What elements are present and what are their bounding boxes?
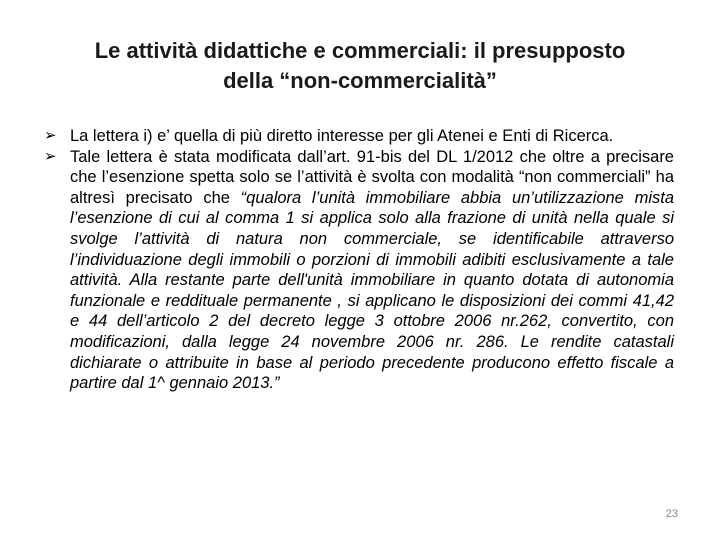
bullet-2-text: Tale lettera è stata modificata dall’art. 91-bis del DL 1/2012 che oltre a precisare che l’esenzione spetta solo se l’attività è svolta con modalità “non commerciali” ha altresì precisato che (70, 147, 674, 207)
bullet-list (44, 126, 674, 394)
slide-title (40, 36, 680, 96)
arrow-bullet-icon: ➢ (44, 147, 57, 165)
bullet-item-2 (44, 147, 674, 394)
slide-title-line-2: della “non-commercialità” (223, 68, 497, 93)
slide-title-line-1: Le attività didattiche e commerciali: il presupposto (94, 38, 626, 63)
page-number: 23 (665, 508, 678, 520)
arrow-bullet-icon: ➢ (44, 127, 57, 144)
bullet-1-text: La lettera i) e’ quella di più diretto interesse per gli Atenei e Enti di Ricerca. (70, 127, 614, 145)
bullet-item-1 (44, 126, 674, 147)
bullet-2-quotation: “qualora l’unità immobiliare abbia un’utilizzazione mista l’esenzione di cui al comma 1 si applica solo alla frazione di unità nella quale si svolge l’attività di natura non commerciale, se identificabile attraverso l’individuazione degli immobili o porzioni di immobili adibiti esclusivamente a tale attività. Alla restante parte dell'unità immobiliare in quanto dotata di autonomia funzionale e reddituale permanente , si applicano le disposizioni dei commi 41,42 e 44 dell’articolo 2 del decreto legge 3 ottobre 2006 nr.262, convertito, con modificazioni, dalla legge 24 novembre 2006 nr. 286. Le rendite catastali dichiarate o attribuite in base al periodo precedente producono effetto fiscale a partire dal 1^ gennaio 2013.” (70, 188, 674, 393)
